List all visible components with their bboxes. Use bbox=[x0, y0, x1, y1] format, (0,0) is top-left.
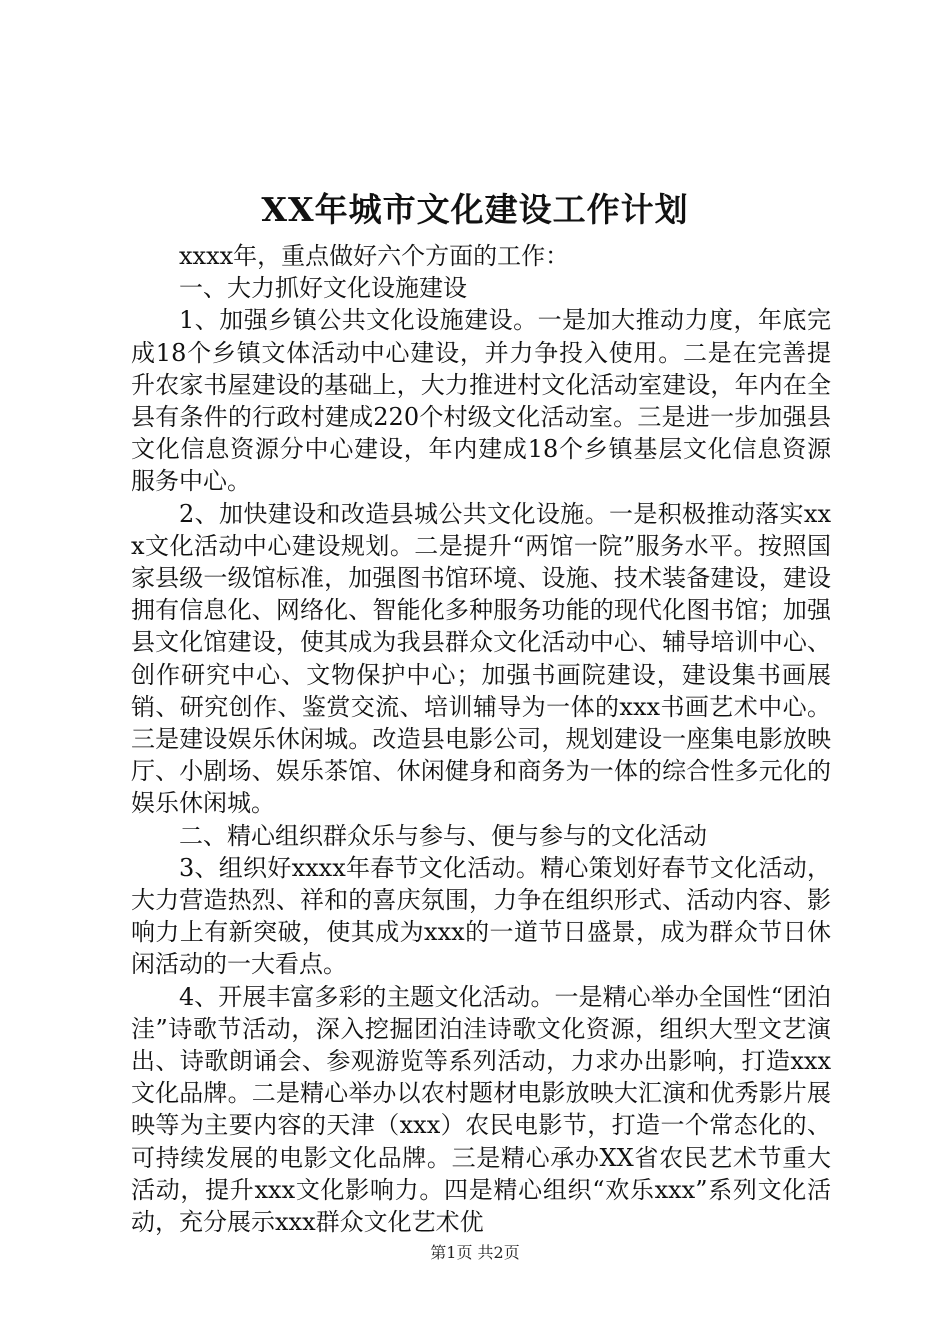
body-paragraph: 4、开展丰富多彩的主题文化活动。一是精心举办全国性“团泊洼”诗歌节活动，深入挖掘团泊洼诗歌文化资源，组织大型文艺演出、诗歌朗诵会、参观游览等系列活动，力求办出影响，打造xxx文化品牌。二是精心举办以农村题材电影放映大汇演和优秀影片展映等为主要内容的天津（xxx）农民电影节，打造一个常态化的、可持续发展的电影文化品牌。三是精心承办XX省农民艺术节重大活动，提升xxx文化影响力。四是精心组织“欢乐xxx”系列文化活动，充分展示xxx群众文化艺术优 bbox=[131, 982, 831, 1237]
body-paragraph: 1、加强乡镇公共文化设施建设。一是加大推动力度，年底完成18个乡镇文体活动中心建设，并力争投入使用。二是在完善提升农家书屋建设的基础上，大力推进村文化活动室建设，年内在全县有条件的行政村建成220个村级文化活动室。三是进一步加强县文化信息资源分中心建设，年内建成18个乡镇基层文化信息资源服务中心。 bbox=[131, 306, 831, 496]
page-footer: 第1页 共2页 bbox=[430, 1243, 520, 1262]
section-heading-2: 二、精心组织群众乐与参与、便与参与的文化活动 bbox=[179, 821, 707, 850]
section-heading-1: 一、大力抓好文化设施建设 bbox=[179, 274, 467, 303]
body-paragraph: 3、组织好xxxx年春节文化活动。精心策划好春节文化活动，大力营造热烈、祥和的喜庆氛围，力争在组织形式、活动内容、影响力上有新突破，使其成为xxx的一道节日盛景，成为群众节日休闲活动的一大看点。 bbox=[131, 853, 831, 979]
document-title: XX年城市文化建设工作计划 bbox=[261, 190, 689, 229]
body-paragraph: 2、加快建设和改造县城公共文化设施。一是积极推动落实xxx文化活动中心建设规划。二是提升“两馆一院”服务水平。按照国家县级一级馆标准，加强图书馆环境、设施、技术装备建设，建设拥有信息化、网络化、智能化多种服务功能的现代化图书馆；加强县文化馆建设，使其成为我县群众文化活动中心、辅导培训中心、创作研究中心、文物保护中心；加强书画院建设，建设集书画展销、研究创作、鉴赏交流、培训辅导为一体的xxx书画艺术中心。三是建设娱乐休闲城。改造县电影公司，规划建设一座集电影放映厅、小剧场、娱乐茶馆、休闲健身和商务为一体的综合性多元化的娱乐休闲城。 bbox=[131, 499, 831, 818]
document-body bbox=[131, 240, 831, 1238]
intro-paragraph: xxxx年，重点做好六个方面的工作： bbox=[179, 242, 570, 270]
